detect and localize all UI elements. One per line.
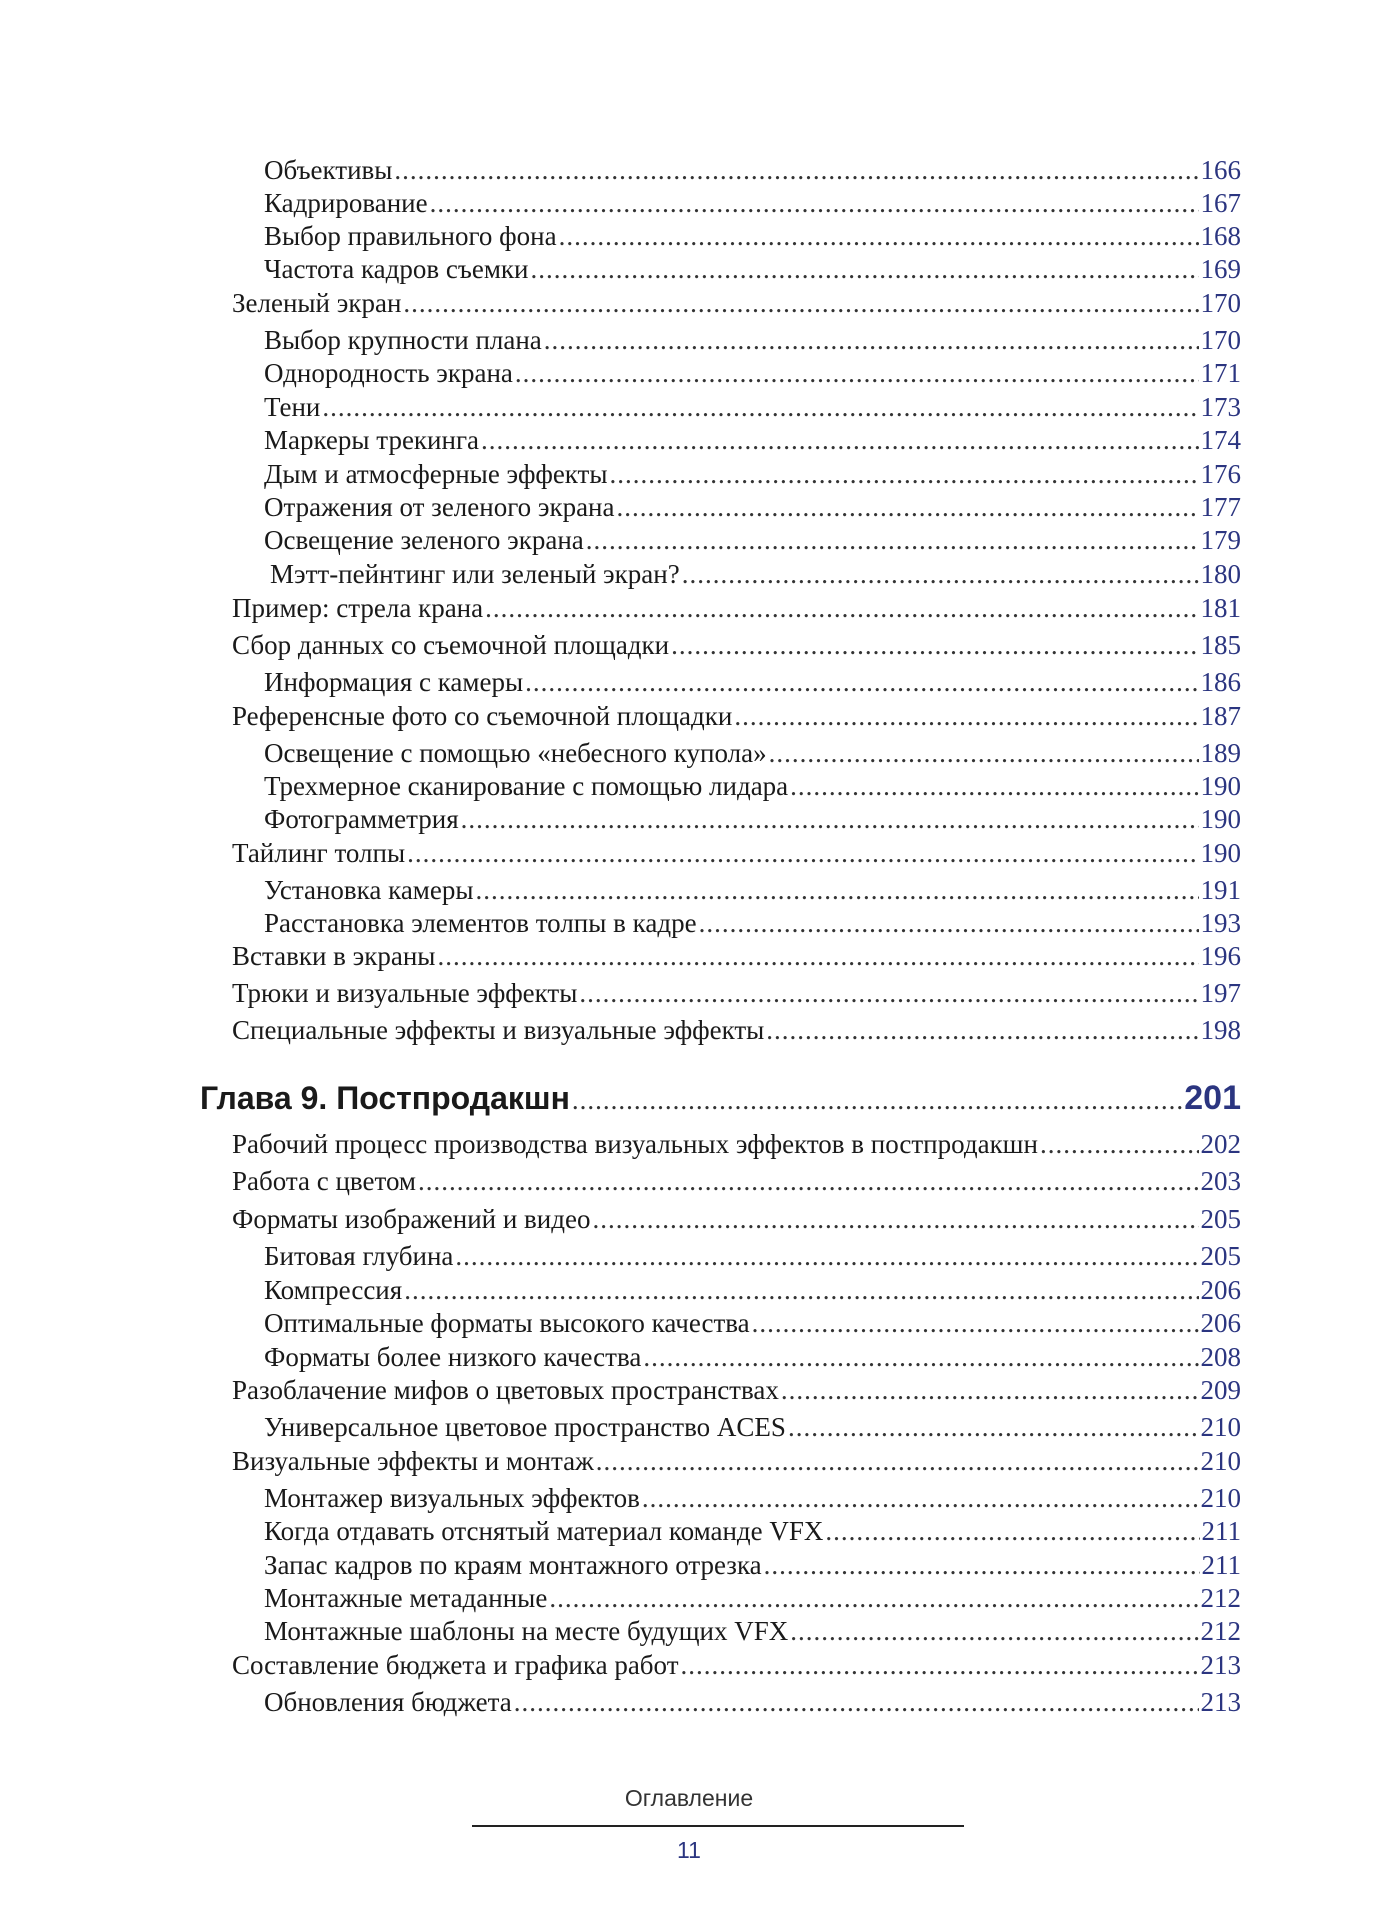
toc-entry-page: 189 <box>1200 738 1241 768</box>
toc-entry <box>232 286 1241 320</box>
toc-entry-title: Специальные эффекты и визуальные эффекты <box>232 1015 765 1045</box>
toc-entry-title: Работа с цветом <box>232 1166 417 1196</box>
toc-entry <box>264 906 1241 940</box>
toc-entry-page: 208 <box>1200 1342 1241 1372</box>
dot-leader <box>825 1514 1199 1548</box>
dot-leader <box>734 699 1198 733</box>
toc-entry-page: 167 <box>1200 188 1241 218</box>
dot-leader <box>682 557 1199 591</box>
dot-leader <box>769 736 1199 770</box>
dot-leader <box>681 1648 1199 1682</box>
toc-entry-page: 176 <box>1200 459 1241 489</box>
toc-entry <box>264 1581 1241 1615</box>
dot-leader <box>596 1444 1199 1478</box>
toc-entry-title: Тайлинг толпы <box>232 838 406 868</box>
toc-entry-page: 198 <box>1200 1015 1241 1045</box>
toc-entry <box>264 1514 1241 1548</box>
toc-entry <box>264 873 1241 907</box>
dot-leader <box>514 1685 1199 1719</box>
toc-entry-title: Отражения от зеленого экрана <box>264 492 615 522</box>
dot-leader <box>481 423 1199 457</box>
dot-leader <box>407 836 1198 870</box>
toc-entry-title: Маркеры трекинга <box>264 425 479 455</box>
toc-entry-title: Расстановка элементов толпы в кадре <box>264 908 697 938</box>
toc-entry <box>264 1410 1241 1444</box>
toc-entry-page: 196 <box>1200 941 1241 971</box>
dot-leader <box>525 665 1198 699</box>
dot-leader <box>1040 1127 1199 1161</box>
toc-entry-title: Пример: стрела крана <box>232 593 484 623</box>
toc-entry <box>232 1202 1241 1236</box>
toc-entry-title: Битовая глубина <box>264 1241 454 1271</box>
toc-entry <box>232 1444 1241 1478</box>
dot-leader <box>781 1373 1199 1407</box>
toc-entry-page: 197 <box>1200 978 1241 1008</box>
dot-leader <box>461 802 1199 836</box>
toc-entry-title: Референсные фото со съемочной площадки <box>232 701 733 731</box>
toc-entry <box>264 323 1241 357</box>
toc-entry-title: Тени <box>264 392 321 422</box>
dot-leader <box>322 390 1198 424</box>
toc-entry <box>264 356 1241 390</box>
toc-entry-title: Сбор данных со съемочной площадки <box>232 630 670 660</box>
dot-leader <box>437 939 1198 973</box>
toc-entry <box>232 939 1241 973</box>
dot-leader <box>790 1614 1198 1648</box>
dot-leader <box>430 186 1199 220</box>
toc-entry-page: 202 <box>1200 1129 1241 1159</box>
toc-entry-page: 213 <box>1200 1687 1241 1717</box>
toc-entry <box>264 252 1241 286</box>
toc-entry-title: Информация с камеры <box>264 667 524 697</box>
toc-entry <box>264 769 1241 803</box>
toc-entry-page: 170 <box>1200 325 1241 355</box>
dot-leader <box>752 1306 1199 1340</box>
dot-leader <box>592 1202 1198 1236</box>
toc-entry-title: Составление бюджета и графика работ <box>232 1650 679 1680</box>
toc-chapter-title: Глава 9. Постпродакшн <box>200 1080 570 1116</box>
dot-leader <box>788 1410 1199 1444</box>
toc-entry <box>264 1614 1241 1648</box>
toc-entry-title: Мэтт-пейнтинг или зеленый экран? <box>270 559 680 589</box>
toc-entry-title: Частота кадров съемки <box>264 254 529 284</box>
toc-entry-page: 174 <box>1200 425 1241 455</box>
toc-entry-title: Когда отдавать отснятый материал команде VFX <box>264 1516 824 1546</box>
toc-entry-page: 190 <box>1200 771 1241 801</box>
toc-entry <box>264 457 1241 491</box>
toc-entry-title: Компрессия <box>264 1275 403 1305</box>
toc-entry <box>264 1685 1241 1719</box>
toc-entry <box>264 1306 1241 1340</box>
toc-entry-title: Форматы изображений и видео <box>232 1204 591 1234</box>
toc-entry-title: Обновления бюджета <box>264 1687 512 1717</box>
toc-entry-title: Однородность экрана <box>264 358 513 388</box>
toc-entry-page: 185 <box>1200 630 1241 660</box>
dot-leader <box>671 628 1198 662</box>
toc-entry-title: Трюки и визуальные эффекты <box>232 978 578 1008</box>
toc-entry <box>264 1548 1241 1582</box>
toc-entry-title: Монтажные шаблоны на месте будущих VFX <box>264 1616 789 1646</box>
toc-entry-page: 193 <box>1200 908 1241 938</box>
toc-entry-page: 179 <box>1200 525 1241 555</box>
dot-leader <box>610 457 1199 491</box>
toc-entry-title: Запас кадров по краям монтажного отрезка <box>264 1550 762 1580</box>
dot-leader <box>572 1080 1182 1120</box>
toc-entry-title: Фотограмметрия <box>264 804 459 834</box>
toc-entry <box>264 1239 1241 1273</box>
toc-entry <box>232 836 1241 870</box>
running-footer-label: Оглавление <box>624 1785 754 1811</box>
toc-entry <box>232 976 1241 1010</box>
toc-entry-page: 212 <box>1200 1616 1241 1646</box>
dot-leader <box>764 1548 1200 1582</box>
toc-entry <box>264 665 1241 699</box>
toc-entry-page: 211 <box>1201 1550 1241 1580</box>
toc-entry <box>264 186 1241 220</box>
dot-leader <box>403 286 1198 320</box>
toc-entry-page: 205 <box>1200 1204 1241 1234</box>
dot-leader <box>699 906 1199 940</box>
toc-entry-page: 187 <box>1200 701 1241 731</box>
toc-entry-page: 203 <box>1200 1166 1241 1196</box>
dot-leader <box>586 523 1199 557</box>
toc-entry-page: 210 <box>1200 1483 1241 1513</box>
toc-entry <box>264 802 1241 836</box>
toc-entry-page: 210 <box>1200 1412 1241 1442</box>
toc-entry-page: 186 <box>1200 667 1241 697</box>
toc-entry <box>264 736 1241 770</box>
dot-leader <box>544 323 1199 357</box>
toc-entry-page: 191 <box>1200 875 1241 905</box>
dot-leader <box>642 1481 1199 1515</box>
toc-entry-page: 211 <box>1201 1516 1241 1546</box>
toc-entry-page: 173 <box>1200 392 1241 422</box>
page-number: 11 <box>677 1837 701 1863</box>
toc-entry-title: Вставки в экраны <box>232 941 436 971</box>
toc-entry-page: 212 <box>1200 1583 1241 1613</box>
toc-entry-page: 177 <box>1200 492 1241 522</box>
toc-entry-page: 190 <box>1200 838 1241 868</box>
toc-entry-title: Освещение с помощью «небесного купола» <box>264 738 767 768</box>
toc-entry-page: 206 <box>1200 1275 1241 1305</box>
dot-leader <box>515 356 1199 390</box>
toc-entry <box>232 699 1241 733</box>
toc-entry-title: Освещение зеленого экрана <box>264 525 584 555</box>
toc-entry <box>264 523 1241 557</box>
toc-entry-title: Рабочий процесс производства визуальных эффектов в постпродакшн <box>232 1129 1038 1159</box>
toc-entry <box>232 591 1241 625</box>
toc-entry-title: Монтажер визуальных эффектов <box>264 1483 640 1513</box>
toc-entry-title: Объективы <box>264 155 393 185</box>
toc-entry-title: Выбор крупности плана <box>264 325 542 355</box>
toc-entry-title: Установка камеры <box>264 875 474 905</box>
toc-entry <box>232 1648 1241 1682</box>
toc-entry-page: 166 <box>1200 155 1241 185</box>
toc-entry <box>264 1481 1241 1515</box>
toc-entry-page: 206 <box>1200 1308 1241 1338</box>
dot-leader <box>766 1013 1198 1047</box>
toc-entry-page: 205 <box>1200 1241 1241 1271</box>
toc-entry-title: Зеленый экран <box>232 288 402 318</box>
toc-entry-page: 209 <box>1200 1375 1241 1405</box>
dot-leader <box>476 873 1199 907</box>
toc-entry <box>264 153 1241 187</box>
toc-entry <box>232 628 1241 662</box>
toc-entry-page: 190 <box>1200 804 1241 834</box>
dot-leader <box>643 1340 1198 1374</box>
dot-leader <box>394 153 1198 187</box>
toc-entry <box>264 390 1241 424</box>
dot-leader <box>559 219 1199 253</box>
toc-entry <box>232 1013 1241 1047</box>
dot-leader <box>790 769 1198 803</box>
toc-entry-page: 210 <box>1200 1446 1241 1476</box>
toc-entry <box>264 1340 1241 1374</box>
dot-leader <box>530 252 1198 286</box>
toc-entry-page: 181 <box>1200 593 1241 623</box>
toc-entry-title: Монтажные метаданные <box>264 1583 548 1613</box>
dot-leader <box>404 1273 1198 1307</box>
dot-leader <box>418 1164 1198 1198</box>
toc-chapter-page: 201 <box>1184 1079 1241 1117</box>
toc-entry-title: Оптимальные форматы высокого качества <box>264 1308 750 1338</box>
toc-entry-page: 171 <box>1200 358 1241 388</box>
toc-chapter-heading <box>200 1078 1241 1120</box>
toc-entry <box>264 219 1241 253</box>
dot-leader <box>617 490 1199 524</box>
toc-entry-title: Разоблачение мифов о цветовых пространствах <box>232 1375 779 1405</box>
toc-entry-page: 169 <box>1200 254 1241 284</box>
toc-entry-title: Универсальное цветовое пространство ACES <box>264 1412 786 1442</box>
toc-entry <box>232 1127 1241 1161</box>
toc-entry-page: 170 <box>1200 288 1241 318</box>
dot-leader <box>579 976 1198 1010</box>
toc-entry <box>232 1164 1241 1198</box>
toc-entry <box>264 490 1241 524</box>
toc-entry-page: 213 <box>1200 1650 1241 1680</box>
toc-entry-title: Трехмерное сканирование с помощью лидара <box>264 771 789 801</box>
toc-entry-title: Форматы более низкого качества <box>264 1342 642 1372</box>
toc-entry <box>264 423 1241 457</box>
toc-entry-title: Дым и атмосферные эффекты <box>264 459 608 489</box>
toc-entry-page: 168 <box>1200 221 1241 251</box>
toc-entry-title: Визуальные эффекты и монтаж <box>232 1446 594 1476</box>
footer-divider <box>472 1825 964 1827</box>
toc-entry <box>264 1273 1241 1307</box>
dot-leader <box>455 1239 1198 1273</box>
toc-entry-title: Выбор правильного фона <box>264 221 557 251</box>
toc-entry <box>270 557 1241 591</box>
toc-entry <box>232 1373 1241 1407</box>
dot-leader <box>485 591 1198 625</box>
dot-leader <box>549 1581 1198 1615</box>
toc-entry-title: Кадрирование <box>264 188 428 218</box>
toc-entry-page: 180 <box>1200 559 1241 589</box>
